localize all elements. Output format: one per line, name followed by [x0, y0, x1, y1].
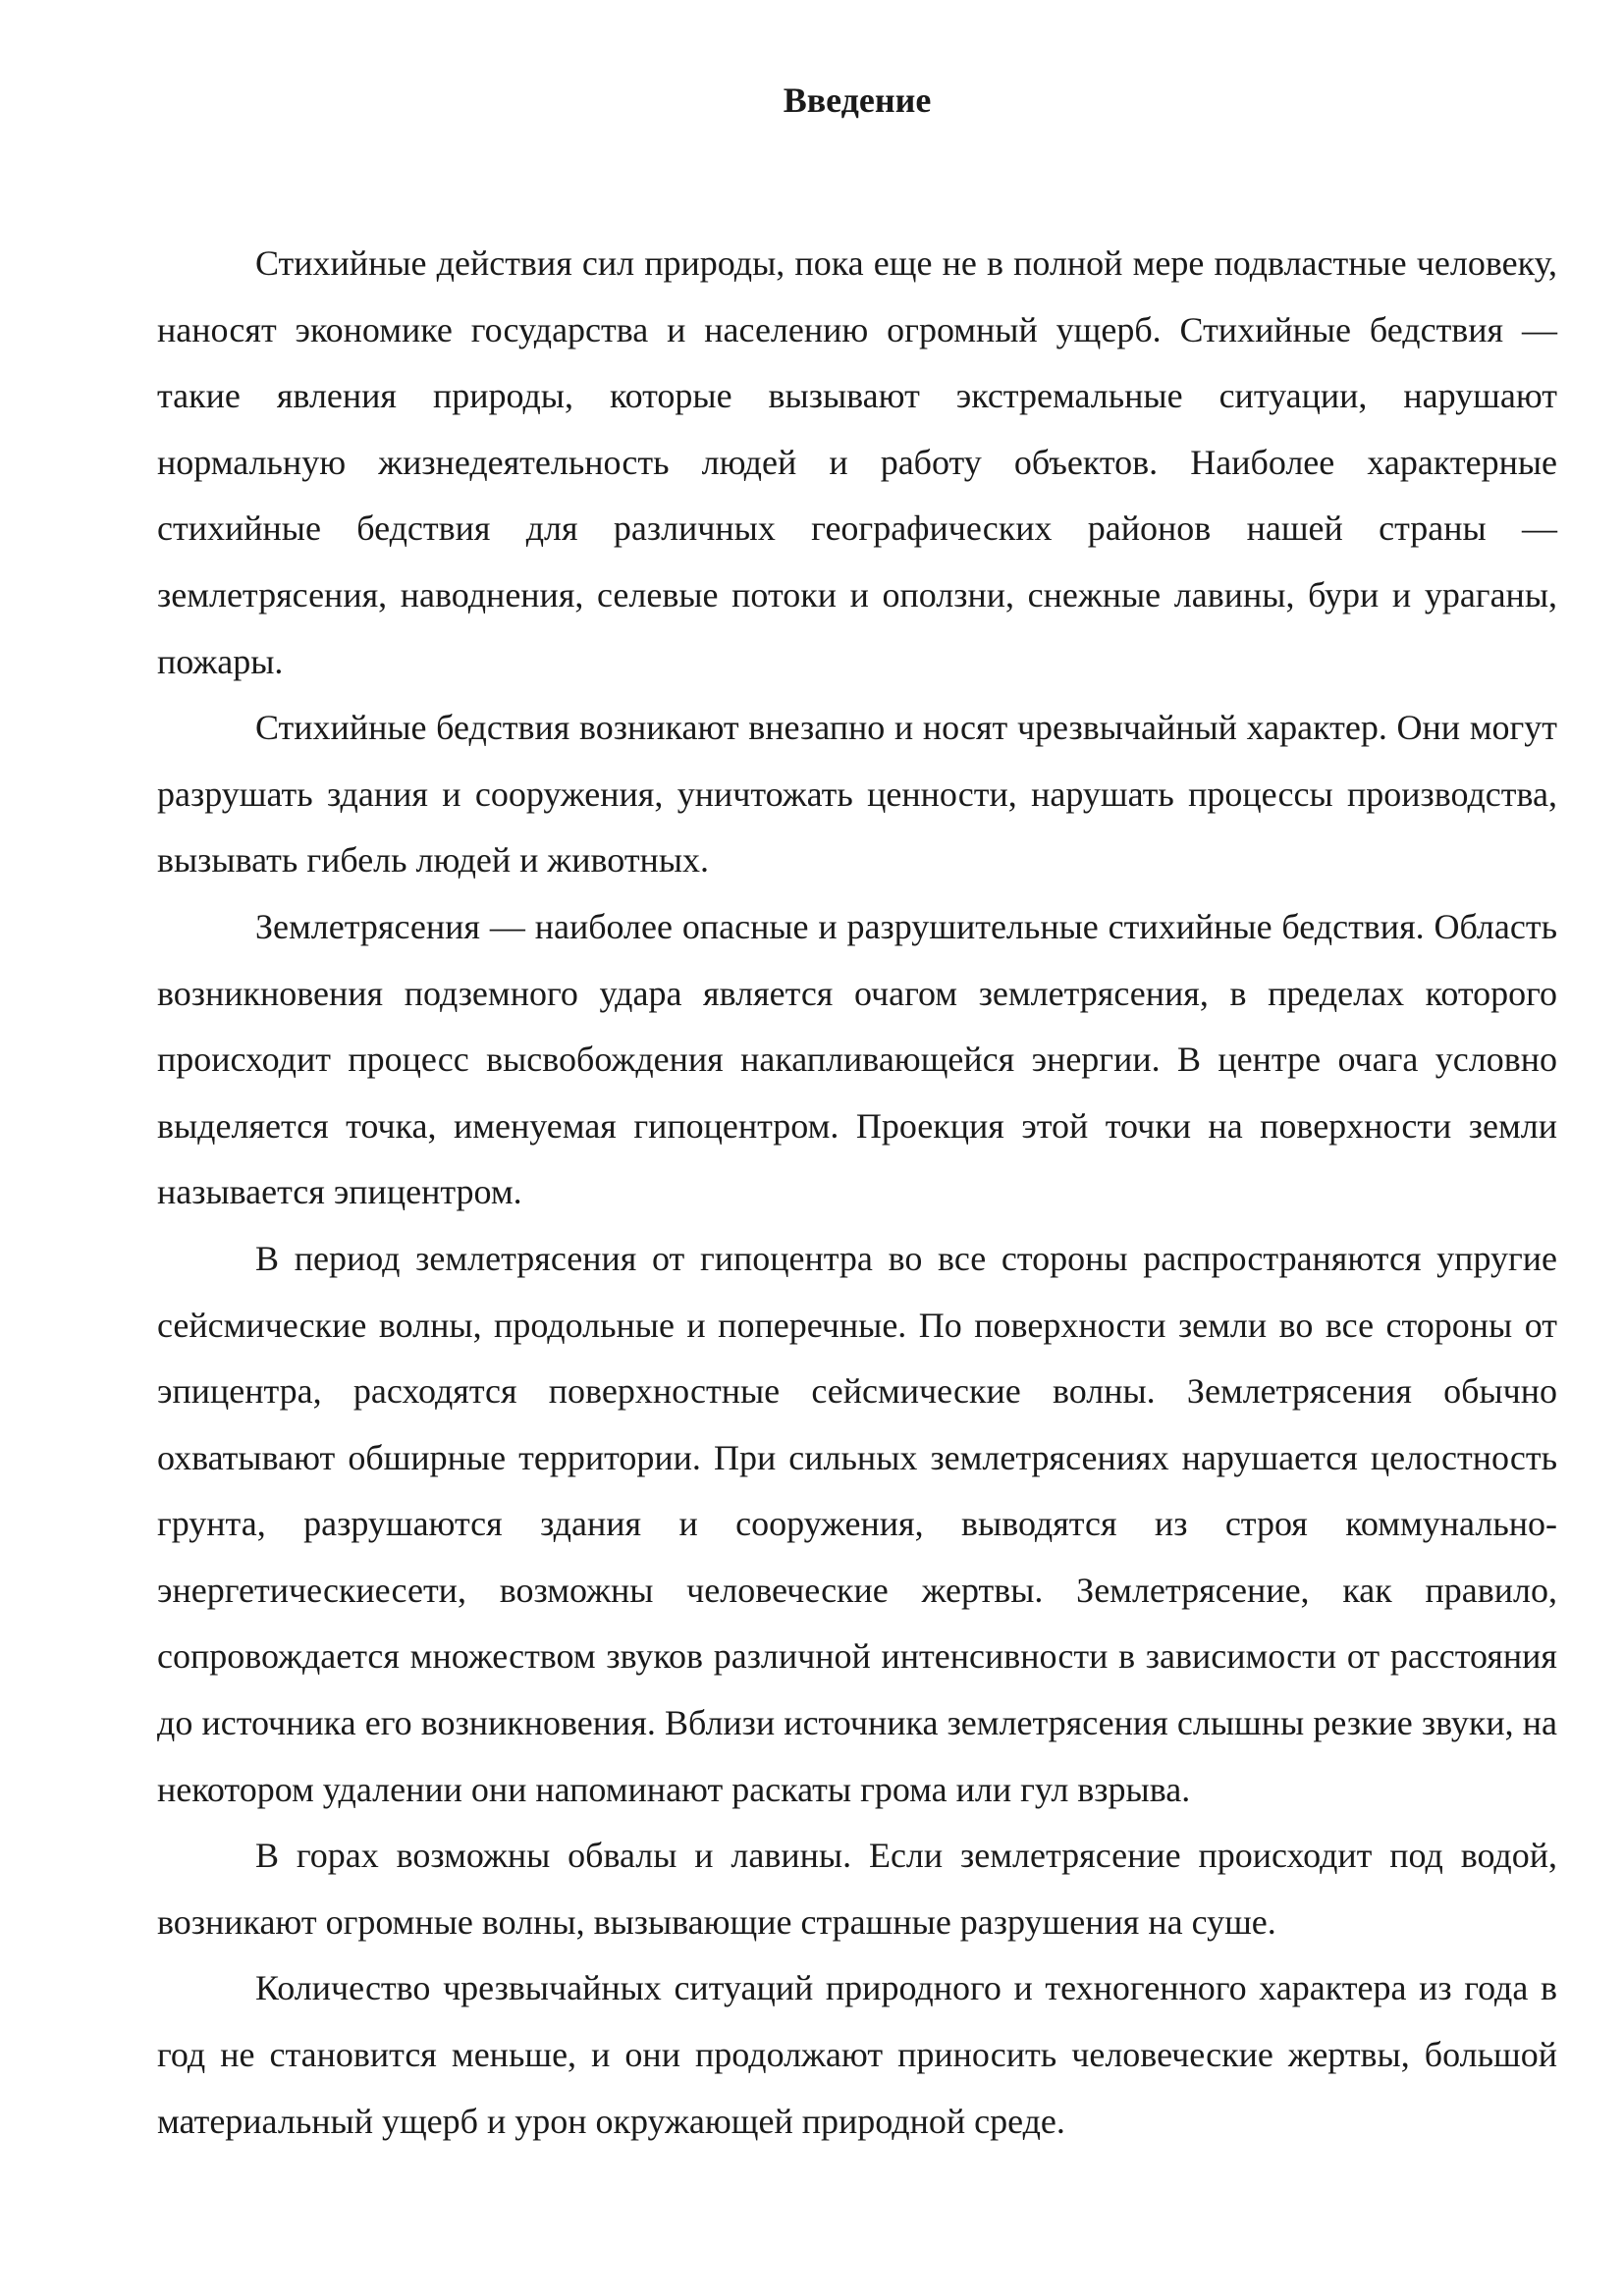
- paragraph-2: Стихийные бедствия возникают внезапно и носят чрезвычайный характер. Они могут разрушать здания и сооружения, уничтожать ценности, нарушать процессы производства, вызывать гибель людей и животных.: [157, 708, 1557, 881]
- document-title: Введение: [783, 80, 932, 120]
- paragraph-6: Количество чрезвычайных ситуаций природного и техногенного характера из года в год не становится меньше, и они продолжают приносить человеческие жертвы, большой материальный ущерб и урон окружающей природной среде.: [157, 1968, 1557, 2141]
- paragraph-5: В горах возможны обвалы и лавины. Если землетрясение происходит под водой, возникают огромные волны, вызывающие страшные разрушения на суше.: [157, 1836, 1557, 1942]
- paragraph-3: Землетрясения — наиболее опасные и разрушительные стихийные бедствия. Область возникновения подземного удара является очагом землетрясения, в пределах которого происходит процесс высвобождения накапливающейся энергии. В центре очага условно выделяется точка, именуемая гипоцентром. Проекция этой точки на поверхности земли называется эпицентром.: [157, 906, 1557, 1212]
- paragraph-4: В период землетрясения от гипоцентра во все стороны распространяются упругие сейсмические волны, продольные и поперечные. По поверхности земли во все стороны от эпицентра, расходятся поверхностные сейсмические волны. Землетрясения обычно охватывают обширные территории. При сильных землетрясениях нарушается целостность грунта, разрушаются здания и сооружения, выводятся из строя коммунально-энергетическиесети, возможны человеческие жертвы. Землетрясение, как правило, сопровождается множеством звуков различной интенсивности в зависимости от расстояния до источника его возникновения. Вблизи источника землетрясения слышны резкие звуки, на некотором удалении они напоминают раскаты грома или гул взрыва.: [157, 1238, 1557, 1809]
- document-content: [157, 80, 1557, 2155]
- document-body: [157, 231, 1557, 2155]
- paragraph-1: Стихийные действия сил природы, пока еще не в полной мере подвластные человеку, наносят экономике государства и населению огромный ущерб. Стихийные бедствия — такие явления природы, которые вызывают экстремальные ситуации, нарушают нормальную жизнедеятельность людей и работу объектов. Наиболее характерные стихийные бедствия для различных географических районов нашей страны — землетрясения, наводнения, селевые потоки и оползни, снежные лавины, бури и ураганы, пожары.: [157, 243, 1557, 681]
